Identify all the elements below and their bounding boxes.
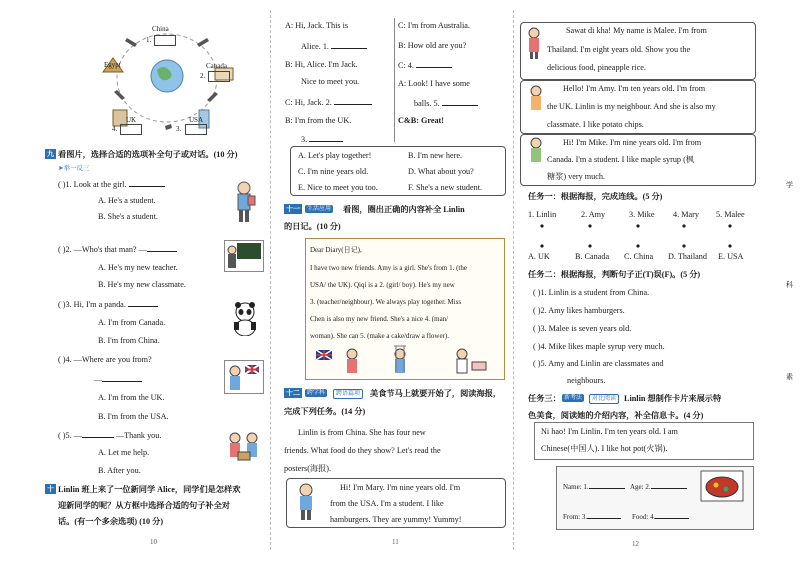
diary-illustration xyxy=(312,344,498,376)
passage-line-2: friends. What food do they show? Let's read the xyxy=(284,446,441,455)
poster-mike-line-3: 糖浆) very much. xyxy=(547,172,605,181)
section-9-number: 九 xyxy=(47,150,54,158)
section-12-tag: 跨学科 xyxy=(307,389,326,396)
q9-1-option-b[interactable]: B. She's a student. xyxy=(98,212,158,221)
section-12-title-2: 完成下列任务。(14 分) xyxy=(284,407,366,416)
poster-mike-line-1: Hi! I'm Mike. I'm nine years old. I'm from xyxy=(563,138,702,147)
dialog-c3: C: 4. xyxy=(398,59,452,71)
card-name: Name: 1. xyxy=(563,480,625,493)
section-9-subtag: ➤举一反三 xyxy=(58,165,90,172)
dialog-b2b: 3. xyxy=(301,133,343,145)
task-3-title: Linlin 想制作卡片来展示特 xyxy=(624,394,722,403)
poster-amy-line-1: Hello! I'm Amy. I'm ten years old. I'm from xyxy=(563,84,706,93)
task-1-country-c: C. China xyxy=(624,252,654,261)
q9-5-stem: ( )5. — —Thank you. xyxy=(58,431,162,440)
dialog-column-rule xyxy=(394,18,395,142)
matching-dots[interactable] xyxy=(528,222,748,250)
helping-picture xyxy=(226,430,262,466)
task-1-country-b: B. Canada xyxy=(575,252,610,261)
linlin-intro-line-1: Ni hao! I'm Linlin. I'm ten years old. I am xyxy=(541,427,678,436)
uk-flag-icon xyxy=(225,361,263,393)
option-e[interactable]: E. Nice to meet you too. xyxy=(298,183,378,192)
column-divider-1 xyxy=(270,10,271,550)
amy-avatar xyxy=(526,84,546,114)
task-1-country-e: E. USA xyxy=(718,252,744,261)
section-9-title: 看图片，选择合适的选项补全句子或对话。(10 分) xyxy=(58,150,238,159)
dialog-b1: B: Hi, Alice. I'm Jack. xyxy=(285,60,358,69)
task-2-item-3: ( )3. Malee is seven years old. xyxy=(533,324,632,333)
q9-5-option-b[interactable]: B. After you. xyxy=(98,466,141,475)
task-2-item-5: ( )5. Amy and Linlin are classmates and xyxy=(533,359,664,368)
mary-avatar xyxy=(294,482,318,522)
q9-1-stem: ( )1. Look at the girl. xyxy=(58,178,165,190)
task-1-name-1: 1. Linlin xyxy=(528,210,557,219)
q9-2-stem: ( )2. —Who's that man? — xyxy=(58,243,177,255)
diary-line-2: USA/ the UK). Qiqi is a 2. (girl/ boy). He's my new xyxy=(310,281,455,289)
page-number-12: 12 xyxy=(632,540,639,548)
task-3-label: 任务三： xyxy=(528,394,561,403)
passage-line-1: Linlin is from China. She has four new xyxy=(298,428,426,437)
poster-mary-line-3: hamburgers. They are yummy! Yummy! xyxy=(330,515,462,524)
section-11-tag: 生活应用 xyxy=(307,205,332,212)
dialog-a2: A: Look! I have some xyxy=(398,79,470,88)
q9-4-option-b[interactable]: B. I'm from the USA. xyxy=(98,412,169,421)
poster-malee-line-3: delicious food, pineapple rice. xyxy=(547,63,646,72)
option-c[interactable]: C. I'm nine years old. xyxy=(298,167,369,176)
teacher-blackboard-icon xyxy=(225,241,263,271)
poster-mary-line-1: Hi! I'm Mary. I'm nine years old. I'm xyxy=(340,483,461,492)
poster-malee-line-1: Sawat di kha! My name is Malee. I'm from xyxy=(566,26,707,35)
side-label-3: 素 xyxy=(786,373,793,381)
task-1-name-5: 5. Malee xyxy=(716,210,745,219)
linlin-intro-line-2: Chinese(中国人). I like hot pot(火锅). xyxy=(541,444,668,453)
map-num-3: 3. xyxy=(176,125,182,133)
passage-line-3: posters(海报). xyxy=(284,464,332,473)
page-number-11: 11 xyxy=(392,538,399,546)
dialog-a2b: balls. 5. xyxy=(414,97,478,109)
q9-4-answer-line: — xyxy=(94,373,142,385)
task-3-title-2: 色美食，阅读她的介绍内容，补全信息卡。(4 分) xyxy=(528,411,704,420)
dialog-b3: B: How old are you? xyxy=(398,41,467,50)
poster-amy-line-3: classmate. I like potato chips. xyxy=(547,120,644,129)
diary-line-3: 3. (teacher/neighbour). We always play together. Miss xyxy=(310,298,462,306)
section-11-number: 十一 xyxy=(286,205,300,213)
section-12-title: 美食节马上就要开始了，阅读海报， xyxy=(370,389,502,398)
task-2-item-2: ( )2. Amy likes hamburgers. xyxy=(533,306,625,315)
q9-3-option-a[interactable]: A. I'm from Canada. xyxy=(98,318,166,327)
q9-5-option-a[interactable]: A. Let me help. xyxy=(98,448,150,457)
side-label-2: 科 xyxy=(786,281,793,289)
map-label-china: China xyxy=(152,25,169,33)
column-divider-2 xyxy=(513,10,514,550)
task-1-name-4: 4. Mary xyxy=(673,210,699,219)
section-12-tag-2: 跨语篇项 xyxy=(333,389,363,399)
section-11-title-2: 的日记。(10 分) xyxy=(284,222,341,231)
dialog-b1b: Nice to meet you. xyxy=(301,77,360,86)
task-3-tag: 新考法 xyxy=(564,394,583,401)
map-answer-box-2[interactable] xyxy=(208,71,230,82)
section-11-title: 看图，圈出正确的内容补全 Linlin xyxy=(343,205,465,214)
option-f[interactable]: F. She's a new student. xyxy=(408,183,483,192)
task-2-item-4: ( )4. Mike likes maple syrup very much. xyxy=(533,342,665,351)
poster-amy-line-2: the UK. Linlin is my neighbour. And she is also my xyxy=(547,102,716,111)
panda-picture xyxy=(230,300,260,336)
section-10-title-line-3: 话。(有一个多余选项) (10 分) xyxy=(58,517,164,526)
poster-malee-line-2: Thailand. I'm eight years old. Show you the xyxy=(547,45,691,54)
option-b[interactable]: B. I'm new here. xyxy=(408,151,462,160)
task-1-name-2: 2. Amy xyxy=(581,210,606,219)
section-12-number: 十二 xyxy=(286,389,300,397)
q9-1-option-a[interactable]: A. He's a student. xyxy=(98,196,156,205)
q9-2-option-b[interactable]: B. He's my new classmate. xyxy=(98,280,186,289)
girl-student-picture xyxy=(230,180,258,226)
option-d[interactable]: D. What about you? xyxy=(408,167,474,176)
map-label-uk: UK xyxy=(126,116,137,124)
map-label-usa: USA xyxy=(189,116,204,124)
section-10-title-line-1: Linlin 班上来了一位新同学 Alice，同学们是怎样欢 xyxy=(58,485,241,494)
task-3-tag-2: 对比阅读 xyxy=(589,394,619,404)
mike-avatar xyxy=(526,136,546,166)
q9-2-option-a[interactable]: A. He's my new teacher. xyxy=(98,263,178,272)
page-number-10: 10 xyxy=(150,538,157,546)
task-1-country-d: D. Thailand xyxy=(668,252,707,261)
task-1-country-a: A. UK xyxy=(528,252,550,261)
map-num-1: 1. xyxy=(146,36,152,44)
kid-with-flag-picture xyxy=(224,360,264,394)
dialog-c2: C: I'm from Australia. xyxy=(398,21,470,30)
card-age: Age: 2. xyxy=(630,480,687,493)
map-answer-box-4[interactable] xyxy=(120,124,142,135)
card-from: From: 3. xyxy=(563,510,621,523)
map-label-egypt: Egypt xyxy=(104,61,121,69)
poster-mike-line-2: Canada. I'm a student. I like maple syrup (枫 xyxy=(547,155,694,164)
map-label-canada: Canada xyxy=(206,62,227,70)
diary-line-0: Dear Diary(日记), xyxy=(310,246,362,254)
dialog-b2: B: I'm from the UK. xyxy=(285,116,352,125)
task-2-item-5b: neighbours. xyxy=(567,376,606,385)
map-answer-box-3[interactable] xyxy=(185,124,207,135)
q9-4-option-a[interactable]: A. I'm from the UK. xyxy=(98,393,165,402)
dialog-a1: A: Hi, Jack. This is xyxy=(285,21,349,30)
section-10-title-line-2: 迎新同学的呢？从方框中选择合适的句子补全对 xyxy=(58,501,230,510)
option-a[interactable]: A. Let's play together! xyxy=(298,151,372,160)
q9-3-stem: ( )3. Hi, I'm a panda. xyxy=(58,298,158,310)
side-label-1: 学 xyxy=(786,181,793,189)
task-2-title: 任务二：根据海报，判断句子正(T)误(F)。(5 分) xyxy=(528,270,701,279)
card-food: Food: 4. xyxy=(632,510,689,523)
diary-line-4: Chen is also my new friend. She's a nice 4. (man/ xyxy=(310,315,449,323)
q9-3-option-b[interactable]: B. I'm from China. xyxy=(98,336,160,345)
map-answer-box-1[interactable] xyxy=(154,35,176,46)
diary-line-1: I have two new friends. Amy is a girl. She's from 1. (the xyxy=(310,264,467,272)
map-num-2: 2. xyxy=(200,72,206,80)
dialog-c1: C: Hi, Jack. 2. xyxy=(285,96,372,108)
q9-4-stem: ( )4. —Where are you from? xyxy=(58,355,152,364)
section-10-number: 十 xyxy=(47,485,54,493)
task-1-name-3: 3. Mike xyxy=(629,210,655,219)
dialog-a1b: Alice. 1. xyxy=(301,40,367,52)
task-2-item-1: ( )1. Linlin is a student from China. xyxy=(533,288,650,297)
poster-mary-line-2: from the USA. I'm a student. I like xyxy=(330,499,444,508)
task-1-title: 任务一：根据海报，完成连线。(5 分) xyxy=(528,192,663,201)
hot-pot-icon xyxy=(700,470,744,502)
teacher-picture xyxy=(224,240,264,272)
malee-avatar xyxy=(524,26,544,60)
dialog-cb: C&B: Great! xyxy=(398,116,445,125)
map-num-4: 4. xyxy=(112,125,118,133)
diary-line-5: woman). She can 5. (make a cake/draw a flower). xyxy=(310,332,449,340)
